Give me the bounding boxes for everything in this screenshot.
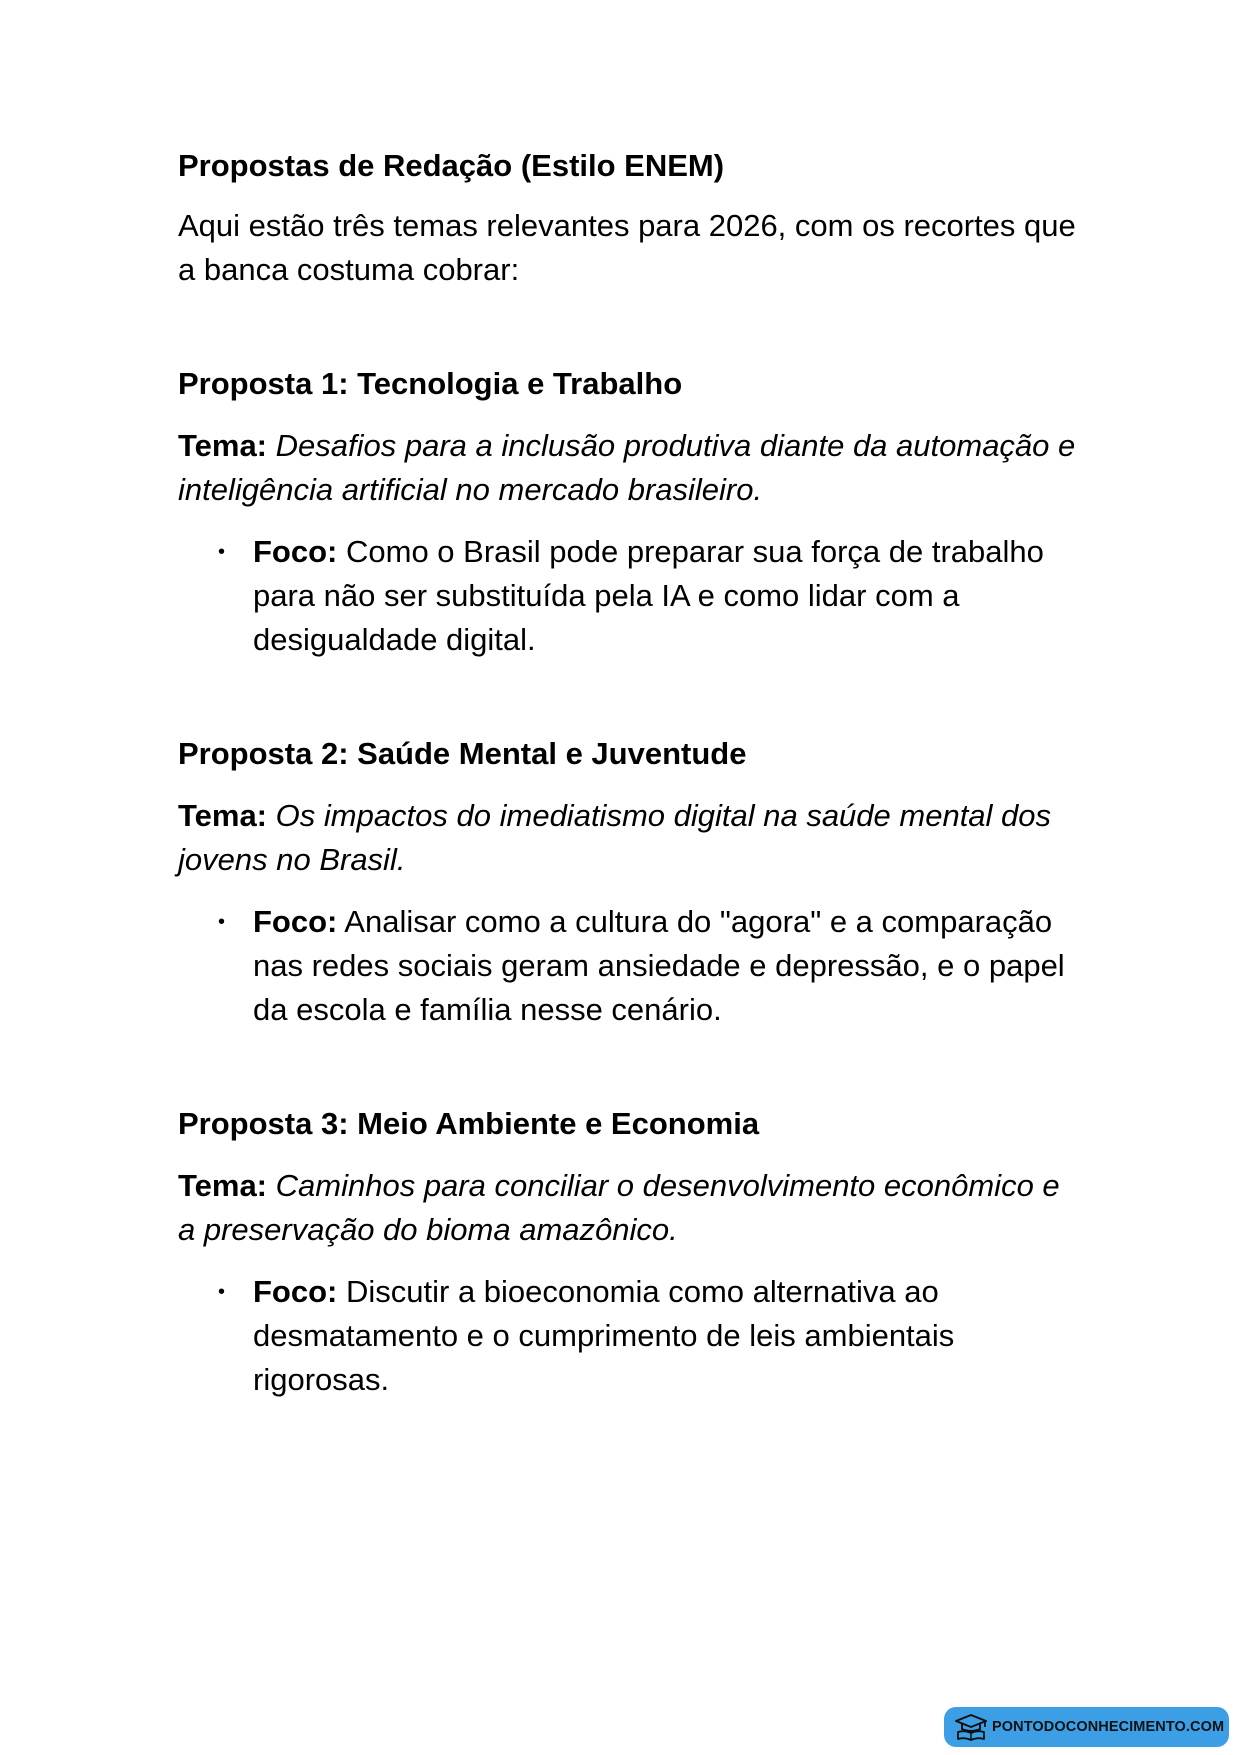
bullet-icon: • xyxy=(218,911,226,933)
focus-text: Analisar como a cultura do "agora" e a comparação nas redes sociais geram ansiedade e depressão, e o papel da escola e família nesse cenário. xyxy=(253,904,1065,1027)
proposal-section-3 xyxy=(178,1102,1078,1402)
focus-item xyxy=(178,530,1078,662)
proposal-theme xyxy=(178,424,1078,512)
theme-text: Caminhos para conciliar o desenvolvimento econômico e a preservação do bioma amazônico. xyxy=(178,1168,1060,1247)
bullet-icon: • xyxy=(218,541,226,563)
proposal-section-1 xyxy=(178,362,1078,662)
focus-item xyxy=(178,900,1078,1032)
watermark-badge xyxy=(944,1707,1229,1747)
theme-label: Tema: xyxy=(178,1168,268,1203)
focus-item xyxy=(178,1270,1078,1402)
focus-text: Como o Brasil pode preparar sua força de trabalho para não ser substituída pela IA e como lidar com a desigualdade digital. xyxy=(253,534,1044,657)
document-page xyxy=(178,144,1078,1402)
focus-label: Foco: xyxy=(253,904,338,939)
proposal-title: Proposta 3: Meio Ambiente e Economia xyxy=(178,1106,760,1141)
focus-text: Discutir a bioeconomia como alternativa ao desmatamento e o cumprimento de leis ambientais rigorosas. xyxy=(253,1274,955,1397)
theme-text: Os impactos do imediatismo digital na saúde mental dos jovens no Brasil. xyxy=(178,798,1052,877)
focus-list xyxy=(178,1270,1078,1402)
proposal-title: Proposta 1: Tecnologia e Trabalho xyxy=(178,366,683,401)
proposal-section-2 xyxy=(178,732,1078,1032)
document-intro: Aqui estão três temas relevantes para 2026, com os recortes que a banca costuma cobrar: xyxy=(178,208,1076,287)
focus-list xyxy=(178,530,1078,662)
bullet-icon: • xyxy=(218,1281,226,1303)
watermark-text: PONTODOCONHECIMENTO.COM xyxy=(992,1719,1225,1735)
graduation-cap-book-icon xyxy=(954,1712,988,1742)
proposal-theme xyxy=(178,1164,1078,1252)
focus-list xyxy=(178,900,1078,1032)
theme-label: Tema: xyxy=(178,798,268,833)
theme-label: Tema: xyxy=(178,428,268,463)
focus-label: Foco: xyxy=(253,1274,338,1309)
proposal-title: Proposta 2: Saúde Mental e Juventude xyxy=(178,736,747,771)
proposal-theme xyxy=(178,794,1078,882)
theme-text: Desafios para a inclusão produtiva diante da automação e inteligência artificial no mercado brasileiro. xyxy=(178,428,1076,507)
document-title: Propostas de Redação (Estilo ENEM) xyxy=(178,148,725,183)
focus-label: Foco: xyxy=(253,534,338,569)
